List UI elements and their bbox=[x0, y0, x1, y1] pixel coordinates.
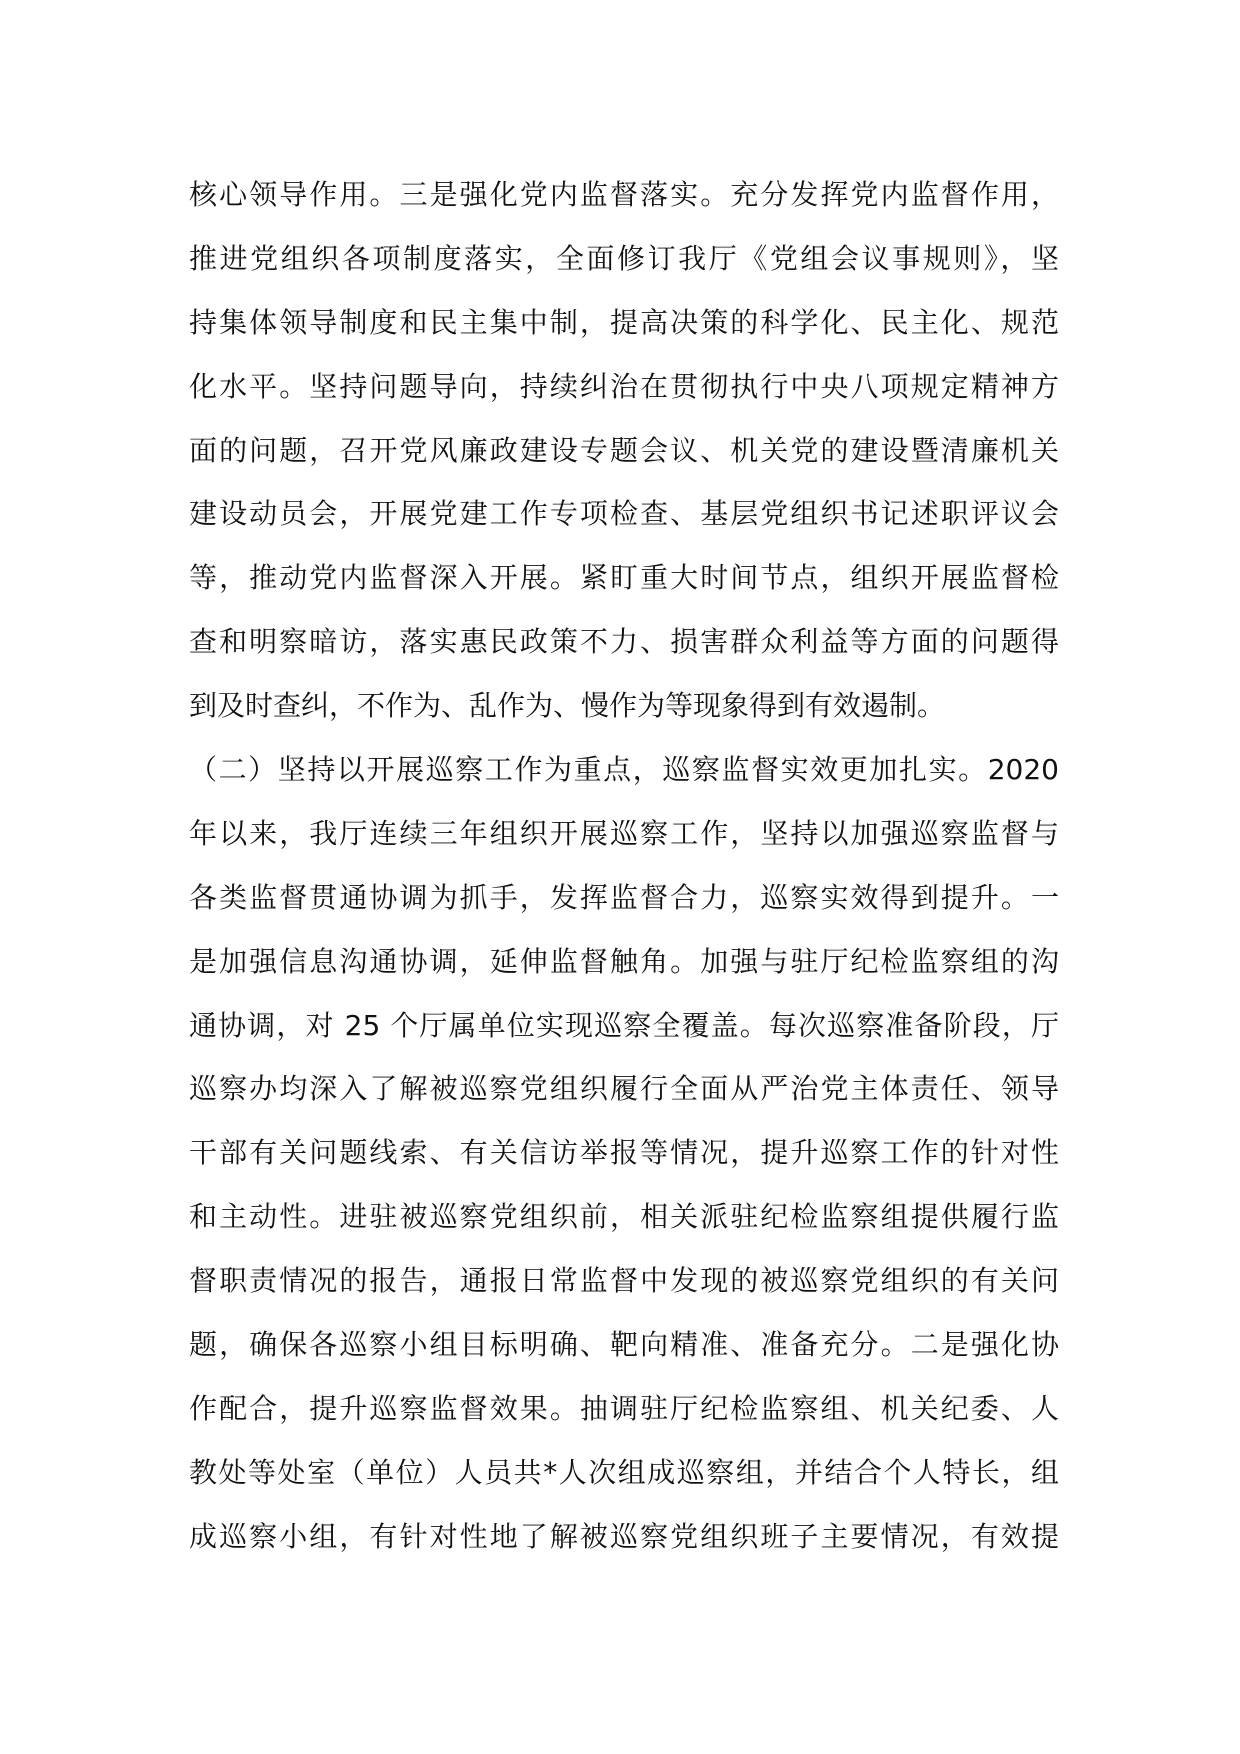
body-text bbox=[189, 163, 1059, 1569]
text-line: 和主动性。进驻被巡察党组织前，相关派驻纪检监察组提供履行监 bbox=[189, 1200, 1059, 1234]
text-line: 督职责情况的报告，通报日常监督中发现的被巡察党组织的有关问 bbox=[189, 1264, 1059, 1298]
text-line: 查和明察暗访，落实惠民政策不力、损害群众利益等方面的问题得 bbox=[189, 625, 1059, 659]
text-line: 各类监督贯通协调为抓手，发挥监督合力，巡察实效得到提升。一 bbox=[189, 880, 1059, 914]
text-line: 面的问题，召开党风廉政建设专题会议、机关党的建设暨清廉机关 bbox=[189, 433, 1059, 467]
text-line: 通协调，对 25 个厅属单位实现巡察全覆盖。每次巡察准备阶段，厅 bbox=[189, 1008, 1059, 1042]
text-line: 建设动员会，开展党建工作专项检查、基层党组织书记述职评议会 bbox=[189, 497, 1059, 531]
text-line: 题，确保各巡察小组目标明确、靶向精准、准备充分。二是强化协 bbox=[189, 1328, 1059, 1362]
text-line: 巡察办均深入了解被巡察党组织履行全面从严治党主体责任、领导 bbox=[189, 1072, 1059, 1106]
text-line: 成巡察小组，有针对性地了解被巡察党组织班子主要情况，有效提 bbox=[189, 1519, 1059, 1553]
text-line: 教处等处室（单位）人员共*人次组成巡察组，并结合个人特长，组 bbox=[189, 1455, 1059, 1489]
text-line: 作配合，提升巡察监督效果。抽调驻厅纪检监察组、机关纪委、人 bbox=[189, 1391, 1059, 1425]
text-line: 年以来，我厅连续三年组织开展巡察工作，坚持以加强巡察监督与 bbox=[189, 816, 1059, 850]
text-line: 到及时查纠，不作为、乱作为、慢作为等现象得到有效遏制。 bbox=[189, 689, 946, 723]
text-line: 推进党组织各项制度落实，全面修订我厅《党组会议事规则》，坚 bbox=[189, 241, 1059, 275]
text-line: 持集体领导制度和民主集中制，提高决策的科学化、民主化、规范 bbox=[189, 305, 1059, 339]
section-heading-line: （二）坚持以开展巡察工作为重点，巡察监督实效更加扎实。2020 bbox=[189, 753, 1059, 787]
text-line: 干部有关问题线索、有关信访举报等情况，提升巡察工作的针对性 bbox=[189, 1136, 1059, 1170]
text-line: 等，推动党内监督深入开展。紧盯重大时间节点，组织开展监督检 bbox=[189, 561, 1059, 595]
text-line: 化水平。坚持问题导向，持续纠治在贯彻执行中央八项规定精神方 bbox=[189, 369, 1059, 403]
text-line: 核心领导作用。三是强化党内监督落实。充分发挥党内监督作用， bbox=[189, 178, 1059, 211]
text-line: 是加强信息沟通协调，延伸监督触角。加强与驻厅纪检监察组的沟 bbox=[189, 944, 1059, 978]
